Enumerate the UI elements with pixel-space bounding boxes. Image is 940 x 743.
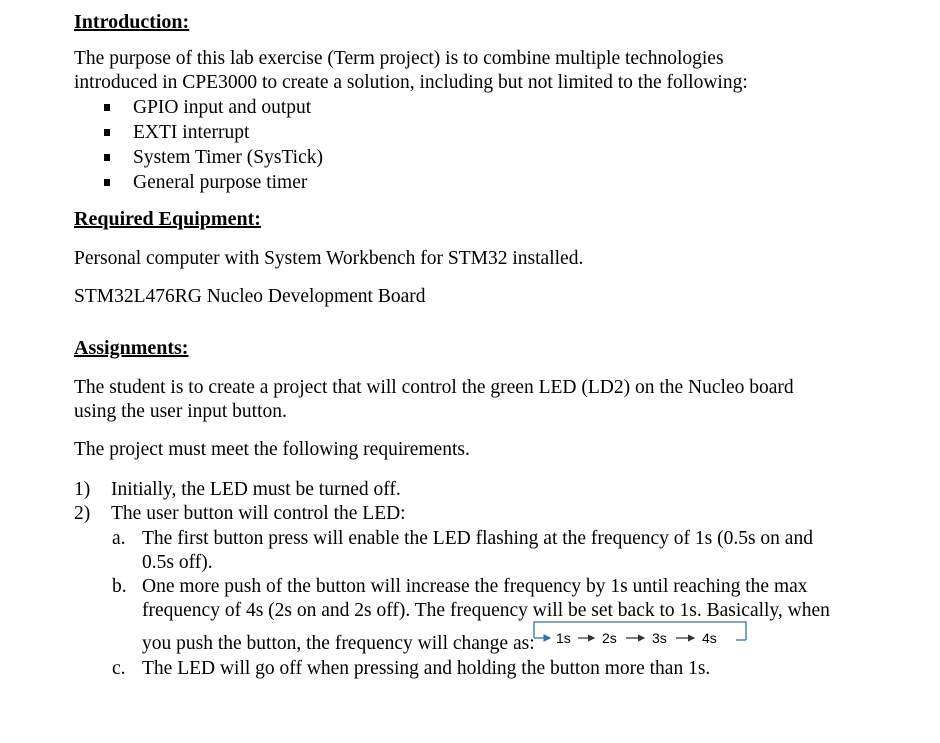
subitem-a-line2: 0.5s off). (142, 552, 213, 573)
intro-line-1: The purpose of this lab exercise (Term project) is to combine multiple technologies (74, 48, 724, 69)
intro-bullet-4: General purpose timer (133, 172, 308, 193)
assignments-para1-line1: The student is to create a project that will control the green LED (LD2) on the Nucleo board (74, 377, 794, 398)
subitem-b-line3: you push the button, the frequency will change as: (142, 633, 535, 654)
intro-bullet-1: GPIO input and output (133, 97, 312, 118)
subitem-b-line2: frequency of 4s (2s on and 2s off). The frequency will be set back to 1s. Basically, when (142, 600, 830, 621)
subitem-label-c: c. (112, 658, 126, 679)
frequency-cycle-diagram (528, 618, 754, 654)
cycle-label-1s: 1s (556, 630, 571, 646)
cycle-label-4s: 4s (702, 630, 717, 646)
intro-bullet-2: EXTI interrupt (133, 122, 250, 143)
item-text-1: Initially, the LED must be turned off. (111, 479, 401, 500)
equipment-line-2: STM32L476RG Nucleo Development Board (74, 286, 426, 307)
bullet-marker (104, 104, 110, 111)
subitem-label-a: a. (112, 528, 126, 549)
cycle-label-2s: 2s (602, 630, 617, 646)
subitem-b-line1: One more push of the button will increase the frequency by 1s until reaching the max (142, 576, 808, 597)
subitem-c-line1: The LED will go off when pressing and holding the button more than 1s. (142, 658, 711, 679)
bullet-marker (104, 154, 110, 161)
introduction-heading: Introduction: (74, 11, 190, 33)
equipment-line-1: Personal computer with System Workbench for STM32 installed. (74, 248, 584, 269)
bullet-marker (104, 129, 110, 136)
assignments-para1-line2: using the user input button. (74, 401, 287, 422)
item-number-2: 2) (74, 503, 91, 524)
intro-bullet-3: System Timer (SysTick) (133, 147, 324, 168)
assignments-heading: Assignments: (74, 337, 189, 359)
cycle-label-3s: 3s (652, 630, 667, 646)
intro-line-2: introduced in CPE3000 to create a solution, including but not limited to the following: (74, 72, 748, 93)
item-text-2: The user button will control the LED: (111, 503, 406, 524)
subitem-label-b: b. (112, 576, 127, 597)
item-number-1: 1) (74, 479, 91, 500)
subitem-a-line1: The first button press will enable the LED flashing at the frequency of 1s (0.5s on and (142, 528, 813, 549)
bullet-marker (104, 179, 110, 186)
equipment-heading: Required Equipment: (74, 208, 261, 230)
assignments-para2: The project must meet the following requirements. (74, 439, 470, 460)
